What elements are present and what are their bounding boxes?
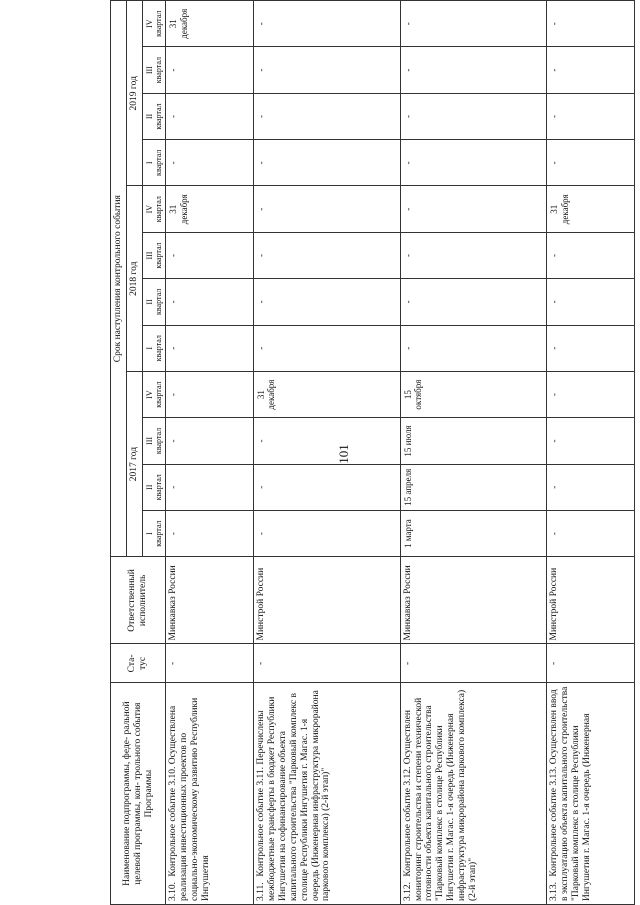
deadline-cell: - [547, 93, 635, 139]
deadline-cell: - [547, 464, 635, 510]
status-cell: - [253, 644, 400, 683]
control-events-table-rotated [110, 0, 635, 905]
responsible-cell: Минкавказ России [400, 557, 547, 644]
deadline-cell: 15 апреля [400, 464, 547, 510]
quarter-word: квартал [154, 427, 164, 455]
event-text: Контрольное событие 3.13. Осуществлен ввод в эксплуатацию объекта капитального строительства "Парковый комплекс в столице Республики Ингушетия г. Магас. 1-я очередь (Инженерная [549, 686, 593, 901]
deadline-cell: - [166, 418, 254, 464]
table-row [253, 1, 400, 905]
deadline-cell: - [253, 418, 400, 464]
deadline-cell: - [400, 186, 547, 232]
deadline-cell: - [166, 47, 254, 93]
deadline-cell: - [400, 325, 547, 371]
deadline-cell: - [547, 1, 635, 47]
deadline-cell: - [400, 47, 547, 93]
deadline-cell: - [547, 418, 635, 464]
deadline-cell: - [166, 279, 254, 325]
table-row [547, 1, 635, 905]
deadline-cell: - [400, 232, 547, 278]
deadline-cell: - [166, 232, 254, 278]
header-quarter [142, 93, 165, 139]
quarter-word: квартал [154, 288, 164, 315]
deadline-cell: - [547, 47, 635, 93]
quarter-word: квартал [154, 149, 164, 176]
deadline-cell: - [547, 279, 635, 325]
header-quarter [142, 232, 165, 278]
row-number: 3.11. [255, 882, 266, 901]
event-name-cell [547, 683, 635, 905]
table-row [400, 1, 547, 905]
responsible-cell: Минкавказ России [166, 557, 254, 644]
header-quarter [142, 371, 165, 417]
quarter-word: квартал [154, 335, 164, 362]
deadline-cell: - [166, 93, 254, 139]
deadline-cell: - [400, 279, 547, 325]
quarter-number: IV [144, 390, 154, 399]
quarter-number: I [144, 346, 154, 350]
header-quarter [142, 140, 165, 186]
header-status: Ста- тус [111, 644, 166, 683]
deadline-cell: - [547, 325, 635, 371]
deadline-cell: - [253, 186, 400, 232]
deadline-cell: - [166, 464, 254, 510]
header-quarter [142, 279, 165, 325]
deadline-cell: 31 декабря [166, 186, 254, 232]
quarter-number: IV [144, 19, 154, 28]
deadline-cell: - [166, 510, 254, 556]
deadline-cell: - [547, 232, 635, 278]
event-text: Контрольное событие 3.10. Осуществлена реализация инвестиционных проектов по социально-экономическому развитию Республики Ингушетия [168, 697, 211, 901]
control-events-table [110, 0, 635, 905]
table-row [166, 1, 254, 905]
deadline-cell: - [547, 140, 635, 186]
quarter-number: IV [144, 204, 154, 214]
header-quarter [142, 510, 165, 556]
quarter-number: III [144, 251, 154, 260]
deadline-cell: - [253, 47, 400, 93]
header-deadline: Срок наступления контрольного события [111, 1, 127, 557]
deadline-cell: - [253, 325, 400, 371]
quarter-word: квартал [154, 57, 164, 84]
deadline-cell: - [253, 232, 400, 278]
page-number: 101 [336, 444, 351, 464]
header-year-2018: 2018 год [126, 186, 142, 371]
header-quarter [142, 186, 165, 232]
header-quarter [142, 325, 165, 371]
deadline-cell: - [253, 464, 400, 510]
quarter-number: III [144, 66, 154, 75]
header-year-2017: 2017 год [126, 371, 142, 556]
quarter-number: II [144, 299, 154, 305]
header-quarter [142, 1, 165, 47]
status-cell: - [547, 644, 635, 683]
quarter-word: квартал [154, 10, 164, 37]
deadline-cell: 31 декабря [166, 1, 254, 47]
deadline-cell: - [253, 140, 400, 186]
deadline-cell: - [253, 93, 400, 139]
deadline-cell: - [547, 510, 635, 556]
deadline-cell: - [253, 279, 400, 325]
quarter-word: квартал [154, 381, 164, 408]
header-quarter [142, 464, 165, 510]
status-cell: - [166, 644, 254, 683]
event-text: Контрольное событие 3.11. Перечислены межбюджетные трансферты в бюджет Республики Ингушетия на софинансирование объекта капитального строительства "Парковый комплекс в столице Республики Ингушетия г. Магас. 1-я очередь (Инженерная инфраструктура микрорайона паркового комплекса) (2-й этап)" [255, 690, 332, 901]
row-number: 3.12. [402, 882, 413, 901]
quarter-word: квартал [154, 196, 164, 223]
deadline-cell: 15 июля [400, 418, 547, 464]
quarter-number: I [144, 532, 154, 535]
header-year-2019: 2019 год [126, 1, 142, 187]
header-quarter [142, 418, 165, 464]
deadline-cell: - [253, 510, 400, 556]
deadline-cell: 1 марта [400, 510, 547, 556]
event-name-cell [253, 683, 400, 905]
quarter-number: I [144, 161, 154, 165]
quarter-number: III [144, 436, 154, 445]
deadline-cell: - [166, 371, 254, 417]
header-quarter [142, 47, 165, 93]
quarter-word: квартал [154, 103, 164, 130]
header-name: Наименование подпрограммы, феде- ральной целевой программы, кон- трольного события Программы [111, 683, 166, 905]
quarter-number: II [144, 113, 154, 120]
status-cell: - [400, 644, 547, 683]
quarter-word: квартал [154, 520, 164, 547]
deadline-cell: - [400, 140, 547, 186]
deadline-cell: - [547, 371, 635, 417]
event-name-cell [166, 683, 254, 905]
deadline-cell: 15 октября [400, 371, 547, 417]
event-text: Контрольное событие 3.12. Осуществлен мониторинг строительства и степени технической готовности объекта капитального строительства "Парковый комплекс в столице Республики Ингушетия г. Магас. 1-я очередь (Инженерная инфраструктура микрорайона паркового комплекса) (2-й этап)" [402, 689, 479, 901]
deadline-cell: - [400, 1, 547, 47]
header-responsible: Ответственный исполнитель [111, 557, 166, 644]
deadline-cell: - [400, 93, 547, 139]
responsible-cell: Минстрой России [547, 557, 635, 644]
deadline-cell: 31 декабря [253, 371, 400, 417]
quarter-word: квартал [154, 474, 164, 501]
row-number: 3.10. [168, 882, 179, 901]
event-name-cell [400, 683, 547, 905]
quarter-number: II [144, 484, 154, 490]
deadline-cell: 31 декабря [547, 186, 635, 232]
table-body [166, 1, 635, 905]
row-number: 3.13. [549, 882, 560, 901]
deadline-cell: - [166, 325, 254, 371]
responsible-cell: Минстрой России [253, 557, 400, 644]
deadline-cell: - [253, 1, 400, 47]
deadline-cell: - [166, 140, 254, 186]
quarter-word: квартал [154, 242, 164, 269]
